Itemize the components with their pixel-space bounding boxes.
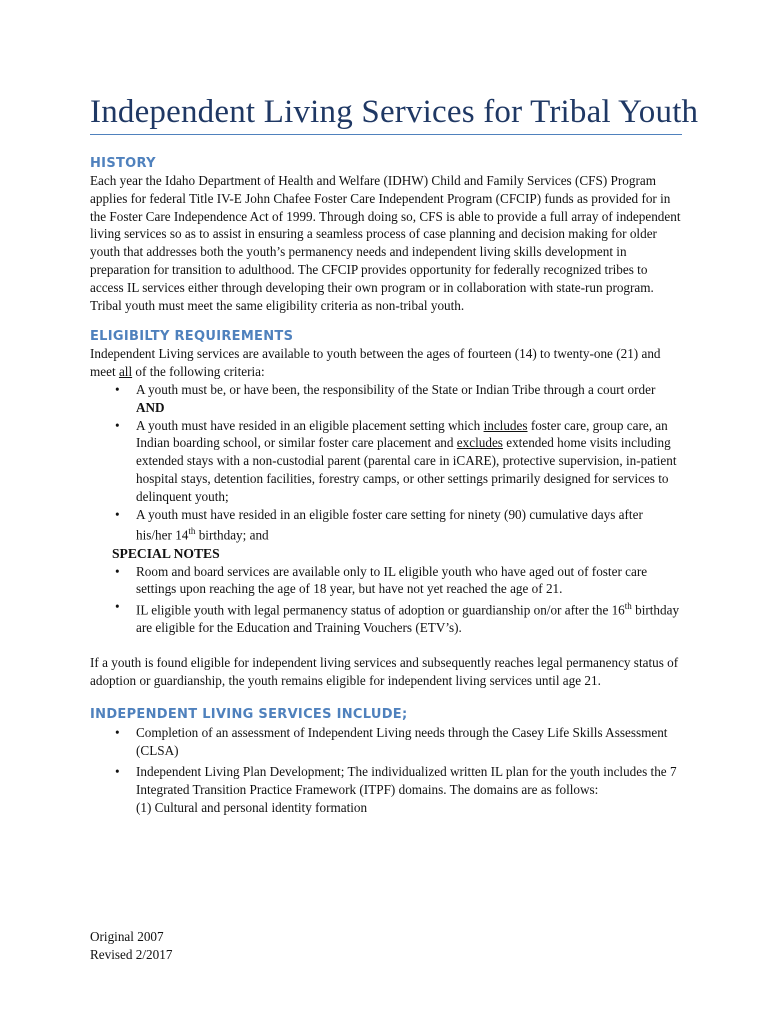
list-item: • Completion of an assessment of Independent Living needs through the Casey Life Skills Assessment (CLSA) xyxy=(115,724,668,758)
permanency-paragraph: If a youth is found eligible for independent living services and subsequently reaches legal permanency status of adoption or guardianship, the youth remains eligible for independent living services until age 21. xyxy=(90,655,679,688)
list-item: • Independent Living Plan Development; The individualized written IL plan for the youth includes the 7 Integrated Transition Practice Framework (ITPF) domains. The domains are as follows: (1) Cultural and personal identity formation xyxy=(90,763,682,816)
bullet-icon: • xyxy=(115,599,120,615)
bullet-icon: • xyxy=(115,506,120,522)
bullet-icon: • xyxy=(115,724,120,740)
eligibility-heading: ELIGIBILTY REQUIREMENTS xyxy=(90,329,294,345)
special-notes-heading: SPECIAL NOTES xyxy=(112,545,220,561)
bullet-icon: • xyxy=(115,417,120,433)
list-item: • A youth must have resided in an eligible foster care setting for ninety (90) cumulative days after his/her 14th birthday; and xyxy=(115,506,643,543)
history-paragraph: Each year the Idaho Department of Health and Welfare (IDHW) Child and Family Services (CFS) Program applies for federal Title IV-E John Chafee Foster Care Independent Program (CFCIP) funds as provided for in the Foster Care Independence Act of 1999. Through doing so, CFS is able to provide a full array of independent living services so as to assist in ensuring a seamless process of case planning and decision making for older youth that addresses both the youth’s permanency needs and independent living skills development in preparation for transition to adulthood. The CFCIP provides opportunity for federally recognized tribes to access IL services either through developing their own program or in collaboration with state-run program. Tribal youth must meet the same eligibility criteria as non-tribal youth. xyxy=(90,173,681,313)
page-title: Independent Living Services for Tribal Youth xyxy=(90,94,682,135)
bullet-icon: • xyxy=(115,764,120,780)
services-heading: INDEPENDENT LIVING SERVICES INCLUDE; xyxy=(90,706,408,722)
bullet-icon: • xyxy=(115,381,120,397)
list-item: • A youth must have resided in an eligible placement setting which includes foster care, group care, an Indian boarding school, or similar foster care placement and excludes extended home visits including extended stays with a non-custodial parent (parental care in iCARE), protective supervision, in-patient hospital stays, detention facilities, forestry camps, or other settings primarily designed for services to delinquent youth; xyxy=(115,417,677,504)
list-item: • Room and board services are available only to IL eligible youth who have aged out of foster care settings upon reaching the age of 18 year, but have not yet reached the age of 21. xyxy=(115,563,648,597)
list-item: • IL eligible youth with legal permanency status of adoption or guardianship on/or after the 16th birthday are eligible for the Education and Training Vouchers (ETV’s). xyxy=(115,599,680,636)
domain-item: (1) Cultural and personal identity formation xyxy=(136,799,368,815)
eligibility-criteria-list xyxy=(90,381,682,545)
history-heading: HISTORY xyxy=(90,156,156,171)
special-notes-list xyxy=(90,563,682,638)
list-item: • A youth must be, or have been, the responsibility of the State or Indian Tribe through a court order AND xyxy=(115,381,656,415)
footer xyxy=(90,928,172,964)
revised-date: Revised 2/2017 xyxy=(90,947,173,962)
original-date: Original 2007 xyxy=(90,929,164,944)
eligibility-intro: Independent Living services are available to youth between the ages of fourteen (14) to twenty-one (21) and meet all of the following criteria: xyxy=(90,346,661,380)
services-list xyxy=(90,724,682,817)
bullet-icon: • xyxy=(115,563,120,579)
document-content xyxy=(90,94,699,817)
